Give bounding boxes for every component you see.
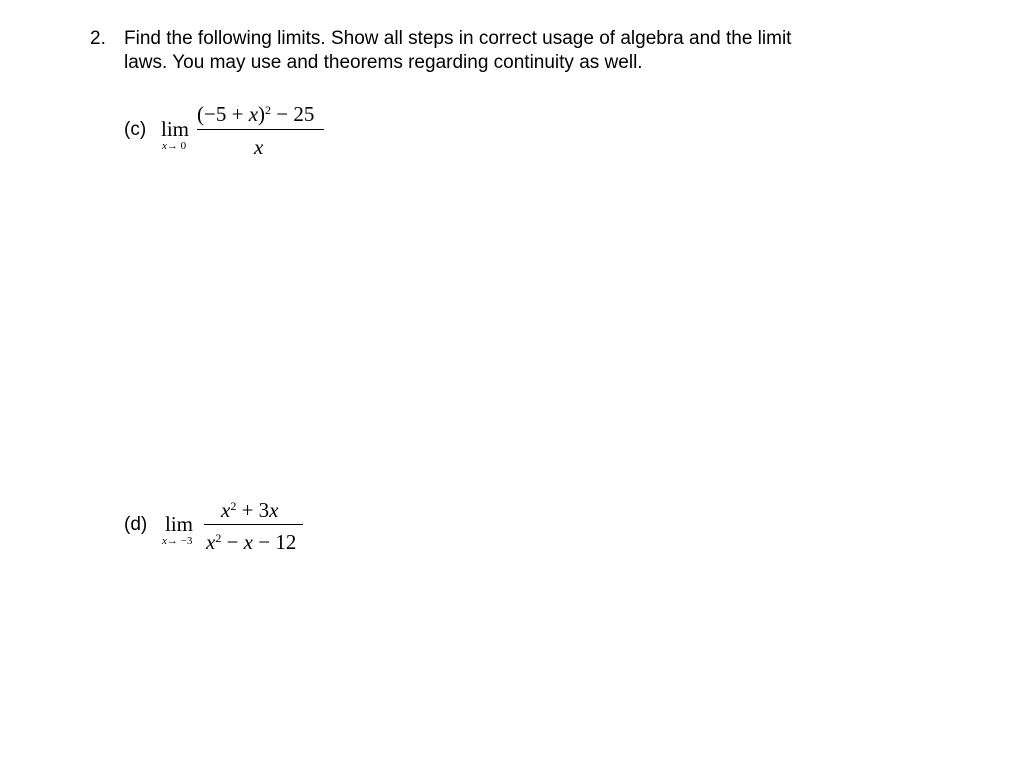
arrow-icon: →: [166, 140, 178, 152]
part-d-num-var1: x: [221, 498, 231, 522]
question-number: 2.: [90, 28, 106, 49]
part-c-num-exp: 2: [265, 102, 272, 117]
part-c-sub-var: x: [162, 140, 167, 152]
question-line-1: Find the following limits. Show all steps in correct usage of algebra and the limit: [124, 28, 792, 49]
part-c-label: (c): [124, 119, 147, 140]
part-c-numerator: [197, 102, 314, 126]
part-d-den-exp: 2: [215, 530, 222, 545]
part-d-lim-subscript: [162, 535, 192, 547]
part-d-sub-var: x: [162, 535, 167, 547]
part-d-num-var2: x: [269, 498, 279, 522]
part-d-den-var2: x: [243, 530, 253, 554]
question-line-2: laws. You may use and theorems regarding continuity as well.: [124, 52, 643, 73]
part-c-lim-subscript: [162, 140, 186, 152]
part-c-num-rest: − 25: [271, 102, 315, 126]
part-c-sub-target: 0: [180, 140, 187, 152]
part-d-den-var1: x: [206, 530, 216, 554]
part-d-num-mid: + 3: [236, 498, 270, 522]
part-c-num-var: x: [248, 102, 259, 126]
part-d-num-exp: 2: [230, 498, 237, 513]
arrow-icon: →: [166, 535, 178, 547]
part-d-den-rest: − 12: [253, 530, 297, 554]
part-d-numerator: [221, 498, 279, 522]
part-c-lim: lim: [161, 117, 190, 141]
part-d-lim: lim: [165, 512, 194, 536]
part-c-denominator: x: [254, 135, 264, 159]
part-d-denominator: [206, 530, 296, 554]
part-c-fraction-bar: [197, 129, 324, 130]
part-d-den-mid: −: [221, 530, 244, 554]
part-d-label: (d): [124, 514, 148, 535]
part-d-sub-target: −3: [180, 535, 193, 547]
question-text: [124, 27, 884, 75]
part-c-num-close: ): [258, 102, 266, 126]
part-d-fraction-bar: [204, 524, 303, 525]
part-c-num-open: (−5 +: [197, 102, 249, 126]
